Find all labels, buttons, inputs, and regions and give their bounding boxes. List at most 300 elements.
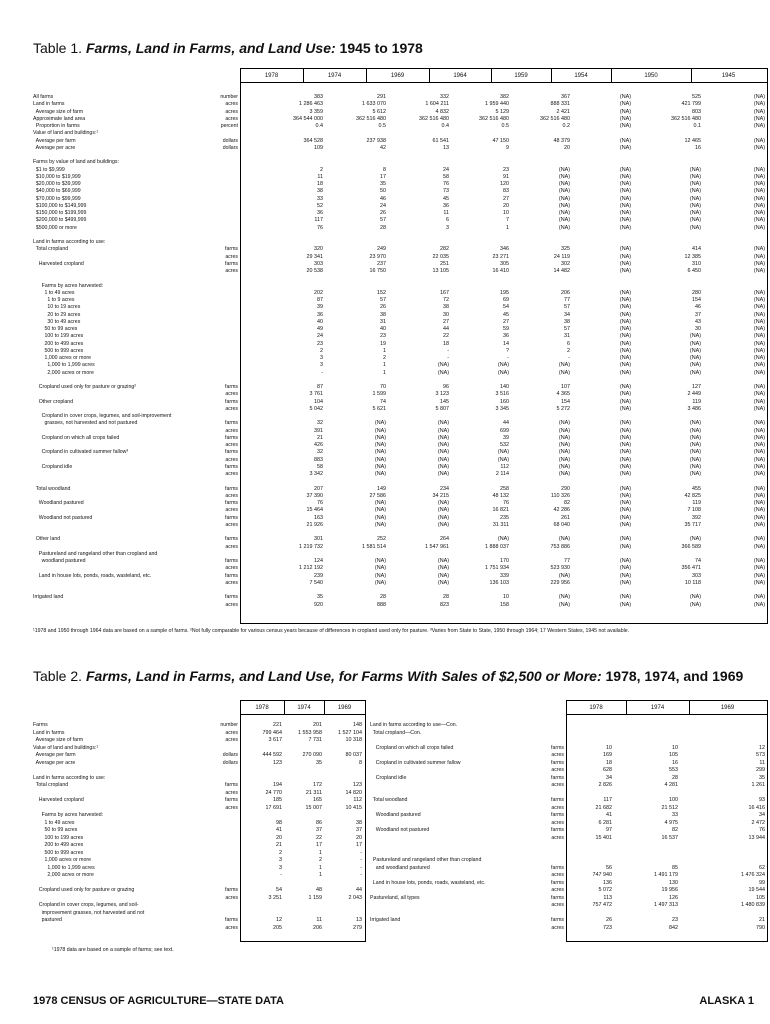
table1-cell: 70 — [380, 384, 386, 390]
table1-cell: 2 — [320, 166, 323, 173]
table1-row-label: 50 to 99 acres — [33, 326, 78, 332]
table1-cell: 36 — [503, 333, 509, 340]
table1-cell: (NA) — [558, 572, 570, 579]
table1-cell: (NA) — [753, 369, 765, 376]
table1-cell: (NA) — [437, 442, 449, 448]
table1-cell: (NA) — [374, 572, 386, 579]
table1-cell: (NA) — [689, 181, 701, 187]
table2-right-cell: 16 416 — [748, 804, 765, 811]
table1-cell: 11 — [317, 173, 323, 180]
table1-cell: 23 — [503, 166, 509, 173]
table1-cell: 124 — [314, 558, 323, 564]
table1-cell: 6 — [446, 217, 449, 224]
table2-left-cell: 3 — [279, 864, 282, 871]
table1-cell: (NA) — [558, 224, 570, 231]
table2-right-cell: 747 940 — [592, 872, 612, 878]
table1-cell: 45 — [503, 311, 509, 318]
table1-cell: 50 — [380, 188, 386, 195]
table1-col-divider — [691, 68, 692, 82]
table1-row-label: Cropland used only for pasture or grazing² — [33, 384, 136, 390]
table1-row-label: Total woodland — [33, 485, 71, 492]
table2-right-row-label: Woodland pastured — [370, 812, 421, 818]
table1-cell: (NA) — [753, 449, 765, 456]
table1-cell: 28 — [380, 594, 386, 601]
table1-cell: 362 516 480 — [419, 115, 449, 122]
table1-cell: 8 — [383, 166, 386, 173]
table2-left-cell: 123 — [273, 759, 282, 766]
table1-cell: - — [321, 369, 323, 376]
table2-right-cell: 34 — [759, 812, 765, 818]
table1-cell: 19 — [380, 340, 386, 347]
table1-cell: 48 379 — [553, 137, 570, 144]
table1-row-label: $70,000 to $99,999 — [33, 195, 81, 202]
table1-cell: 52 — [317, 202, 323, 209]
table1-cell: (NA) — [619, 253, 631, 260]
table2-left-cell: 799 464 — [262, 729, 282, 736]
table1-cell: (NA) — [689, 210, 701, 216]
table1-row-label: 1,000 to 1,999 acres — [33, 362, 95, 369]
table1-row-label: Other cropland — [33, 398, 74, 405]
table2-right-cell: 28 — [672, 774, 678, 781]
table2-left-row-label: Farms by acres harvested: — [33, 812, 104, 818]
table2-left-cell: 165 — [313, 797, 322, 803]
table2-right-cell: 23 — [672, 917, 678, 923]
table2-right-cell: 15 401 — [595, 834, 612, 841]
table1-row-unit: farms — [225, 594, 238, 601]
table1-cell: - — [447, 347, 449, 354]
table2-right-cell: 130 — [669, 879, 678, 886]
table1-cell: (NA) — [619, 420, 631, 427]
table1-cell: (NA) — [753, 217, 765, 224]
table2-right-row-label: Irrigated land — [370, 917, 401, 923]
table1-row-label: $20,000 to $39,999 — [33, 181, 81, 187]
table2-right-cell: 76 — [759, 827, 765, 833]
table2-right-row-unit: farms — [551, 864, 564, 871]
table1-cell: 339 — [500, 572, 509, 579]
table1-cell: 10 — [503, 210, 509, 216]
table1-cell: (NA) — [437, 579, 449, 586]
table2-right-cell: 169 — [603, 752, 612, 758]
table2-right-row-label: Woodland not pastured — [370, 827, 430, 833]
table1-cell: 7 — [506, 217, 509, 224]
table1-cell: (NA) — [689, 188, 701, 195]
table2-right-cell: 4 281 — [664, 782, 678, 788]
table2-left-header-rule — [240, 714, 365, 715]
table1-cell: 31 — [564, 333, 570, 340]
table1-col-header: 1945 — [721, 73, 736, 79]
table1-cell: (NA) — [497, 456, 509, 463]
table2-right-cell: 4 975 — [664, 819, 678, 826]
table1-cell: 3 342 — [309, 471, 323, 477]
table2-left-row-label: 1,000 acres or more — [33, 857, 91, 863]
table2-right-cell: 553 — [669, 767, 678, 773]
table2-right-header-rule — [566, 714, 767, 715]
table1-cell: (NA) — [437, 572, 449, 579]
table1-cell: 5 612 — [372, 108, 386, 115]
table1-cell: 26 — [380, 304, 386, 311]
table1-cell: 96 — [443, 384, 449, 390]
table1-row-unit: dollars — [222, 137, 238, 144]
table2-left-cell: 54 — [276, 887, 282, 893]
table1-cell: (NA) — [619, 195, 631, 202]
table1-cell: (NA) — [753, 565, 765, 572]
table1-cell: (NA) — [619, 514, 631, 521]
table1-cell: (NA) — [619, 579, 631, 586]
table1-cell: 18 — [317, 181, 323, 187]
table1-cell: (NA) — [619, 456, 631, 463]
table1-cell: 264 — [440, 536, 449, 543]
table1-cell: (NA) — [753, 137, 765, 144]
table1-row-unit: acres — [225, 101, 238, 108]
table2-right-row-unit: farms — [551, 797, 564, 803]
table1-cell: 33 — [317, 195, 323, 202]
table1-cell: 57 — [564, 304, 570, 311]
table1-cell: 5 621 — [372, 405, 386, 412]
table1-cell: 109 — [314, 144, 323, 151]
table2-left-cell: 44 — [356, 887, 362, 893]
table2-right-cell: 113 — [603, 894, 612, 901]
table1-cell: (NA) — [753, 579, 765, 586]
table1-cell: (NA) — [437, 507, 449, 514]
table1-cell: 23 — [317, 340, 323, 347]
table1-cell: (NA) — [753, 362, 765, 369]
table1-cell: 532 — [500, 442, 509, 448]
table2-left-cell: 3 617 — [268, 737, 282, 743]
table1-cell: (NA) — [619, 311, 631, 318]
table1-cell: (NA) — [619, 558, 631, 564]
table1-cell: 2 — [567, 347, 570, 354]
table1-cell: (NA) — [689, 420, 701, 427]
table2-col-divider — [284, 700, 285, 714]
table1-cell: 0.4 — [441, 123, 449, 129]
table1-cell: 57 — [380, 217, 386, 224]
table1-cell: (NA) — [689, 173, 701, 180]
table1-cell: (NA) — [437, 565, 449, 572]
table2-left-cell: 86 — [316, 819, 322, 826]
table1-cell: 74 — [380, 398, 386, 405]
table1-cell: 3 761 — [309, 391, 323, 398]
table1-row-label: Average per acre — [33, 144, 76, 151]
table1-cell: 362 516 480 — [356, 115, 386, 122]
table2-right-row-label: Total cropland—Con. — [370, 729, 422, 736]
table1-cell: (NA) — [497, 449, 509, 456]
table2-left-cell: 14 820 — [345, 789, 362, 796]
table1-cell: 34 215 — [432, 492, 449, 499]
table2-right-cell: 41 — [606, 812, 612, 818]
table1-cell: (NA) — [619, 246, 631, 253]
table1-cell: 27 — [443, 318, 449, 325]
table1-cell: 14 — [503, 340, 509, 347]
table2-title — [33, 668, 743, 684]
table2-right-cell: 33 — [672, 812, 678, 818]
table1-row-label: Farms by value of land and buildings: — [33, 159, 119, 166]
table2-left-row-label: 1 to 49 acres — [33, 819, 75, 826]
table2-right-row-unit: acres — [551, 924, 564, 931]
table1-cell: (NA) — [374, 565, 386, 572]
table2-right-cell: 2 472 — [751, 819, 765, 826]
table2-left-cell: 10 318 — [345, 737, 362, 743]
table1-row-label: Total cropland — [33, 246, 69, 253]
table2-right-cell: 26 — [606, 917, 612, 923]
table1-cell: (NA) — [619, 297, 631, 303]
table2-right-row-label: Land in house lots, ponds, roads, wasteland, etc. — [370, 879, 486, 886]
table1-cell: 74 — [695, 558, 701, 564]
table1-cell: 119 — [692, 500, 701, 506]
table2-heading: Farms, Land in Farms, and Land Use, for Farms With Sales of $2,500 or More: — [85, 668, 602, 684]
table1-cell: 20 — [503, 202, 509, 209]
table1-row-label: $150,000 to $199,999 — [33, 210, 87, 216]
table1-row-label: 30 to 49 acres — [33, 318, 81, 325]
table1-cell: (NA) — [753, 115, 765, 122]
table1-cell: - — [447, 355, 449, 361]
table2-left-row-unit: farms — [225, 887, 238, 893]
table1-cell: 195 — [500, 289, 509, 296]
table1-cell: (NA) — [753, 144, 765, 151]
table2-left-cell: 22 — [316, 834, 322, 841]
table1-cell: 107 — [561, 384, 570, 390]
table1-col-header: 1969 — [390, 73, 405, 79]
table1-cell: (NA) — [753, 456, 765, 463]
table1-cell: 23 970 — [369, 253, 386, 260]
table2-right-row-unit: farms — [551, 917, 564, 923]
table1-cell: 36 — [443, 202, 449, 209]
table2-left-row-label: Farms — [33, 722, 48, 728]
table1-cell: (NA) — [619, 333, 631, 340]
table1-cell: 362 516 480 — [540, 115, 570, 122]
table1-cell: 28 — [380, 224, 386, 231]
table1-cell: (NA) — [437, 362, 449, 369]
table1-cell: (NA) — [753, 601, 765, 608]
table2-left-cell: 2 — [279, 849, 282, 856]
table2-right-row-unit: acres — [551, 887, 564, 893]
table1-row-label: 1 to 9 acres — [33, 297, 75, 303]
table2-right-cell: 105 — [756, 894, 765, 901]
table1-cell: 362 516 480 — [671, 115, 701, 122]
table2-left-cell: 20 — [356, 834, 362, 841]
table1-cell: 366 589 — [681, 543, 701, 550]
table1-row-label: 1 to 49 acres — [33, 289, 75, 296]
table1-cell: (NA) — [753, 492, 765, 499]
table1-cell: 119 — [692, 398, 701, 405]
table1-cell: (NA) — [619, 202, 631, 209]
table2-left-row-unit: farms — [225, 797, 238, 803]
table1-cell: 149 — [377, 485, 386, 492]
table1-row-label: Approximate land area — [33, 115, 86, 122]
table1-cell: 31 — [380, 318, 386, 325]
table2-left-cell: 112 — [353, 797, 362, 803]
table1-cell: 76 — [443, 181, 449, 187]
table1-cell: (NA) — [689, 355, 701, 361]
table1-cell: (NA) — [753, 101, 765, 108]
table2-years: 1978, 1974, and 1969 — [605, 668, 744, 684]
table2-right-row-label: and woodland pastured — [370, 864, 430, 871]
table1-cell: (NA) — [374, 500, 386, 506]
table2-right-row-unit: acres — [551, 834, 564, 841]
table2-right-cell: 6 281 — [598, 819, 612, 826]
table1-cell: 251 — [440, 260, 449, 267]
table2-right-cell: 723 — [603, 924, 612, 931]
table2-right-cell: 11 — [759, 759, 765, 766]
table1-cell: 364 528 — [303, 137, 323, 144]
table1-row-label: Proportion in farms — [33, 123, 80, 129]
table1-cell: (NA) — [689, 434, 701, 441]
table1-cell: (NA) — [753, 326, 765, 332]
table1-row-label: $1 to $9,999 — [33, 166, 65, 173]
table2-right-cell: 85 — [672, 864, 678, 871]
table1-row-label: Land in house lots, ponds, roads, wasteland, etc. — [33, 572, 152, 579]
table1-cell: 36 — [317, 210, 323, 216]
table2-right-cell: 12 — [759, 744, 765, 751]
table1-cell: (NA) — [753, 485, 765, 492]
table2-left-cell: 1 — [319, 872, 322, 878]
table1-col-divider — [366, 68, 367, 82]
table1-cell: (NA) — [619, 362, 631, 369]
table2-left-cell: 11 — [316, 917, 322, 923]
table2-left-cell: 201 — [313, 722, 322, 728]
table1-row-label: $100,000 to $149,999 — [33, 202, 87, 209]
table2-col-divider — [689, 700, 690, 714]
table1-cell: (NA) — [753, 572, 765, 579]
table1-row-label: $200,000 to $499,999 — [33, 217, 87, 224]
table1-cell: 4 832 — [435, 108, 449, 115]
table1-cell: 45 — [443, 195, 449, 202]
table1-cell: (NA) — [753, 253, 765, 260]
table1-cell: 42 286 — [553, 507, 570, 514]
table1-cell: 76 — [317, 500, 323, 506]
table2-left-cell: 24 770 — [265, 789, 282, 796]
table1-cell: (NA) — [753, 188, 765, 195]
table1-cell: 23 — [380, 333, 386, 340]
table1-cell: (NA) — [558, 594, 570, 601]
table1-cell: (NA) — [619, 500, 631, 506]
table2-right-cell: 13 944 — [748, 834, 765, 841]
table1-cell: 282 — [440, 246, 449, 253]
table2-left-cell: 20 — [276, 834, 282, 841]
table1-cell: 117 — [314, 217, 323, 224]
table1-cell: 414 — [692, 246, 701, 253]
table1-title — [33, 40, 423, 56]
table1-cell: (NA) — [619, 434, 631, 441]
table1-cell: 127 — [692, 384, 701, 390]
table2-left-cell: 35 — [316, 759, 322, 766]
table1-cell: 1 — [506, 224, 509, 231]
table1-cell: (NA) — [374, 514, 386, 521]
table2-right-row-unit: acres — [551, 782, 564, 788]
table1-cell: (NA) — [374, 558, 386, 564]
table2-left-cell: - — [360, 864, 362, 871]
table1-cell: 10 — [503, 594, 509, 601]
table1-col-header: 1974 — [327, 73, 342, 79]
table1-cell: 47 150 — [492, 137, 509, 144]
table1-cell: (NA) — [619, 565, 631, 572]
table1-cell: (NA) — [619, 101, 631, 108]
table2-right-col-header: 1978 — [589, 705, 603, 711]
table1-row-unit: acres — [225, 521, 238, 528]
table1-row-label: $10,000 to $19,999 — [33, 173, 81, 180]
table1-cell: (NA) — [619, 224, 631, 231]
table1-cell: (NA) — [619, 536, 631, 543]
table1-cell: 291 — [377, 94, 386, 100]
table1-cell: 110 326 — [550, 492, 570, 499]
table1-row-label: Woodland pastured — [33, 500, 84, 506]
table1-footnote: ¹1978 and 1950 through 1964 data are based on a sample of farms. ²Not fully comparable for various census years because of differences in cropland used only for pasture. ³Varies from State to State, 1950 through 1964; 17 Western States, 1945 not available. — [33, 628, 630, 634]
table1-cell: 73 — [443, 188, 449, 195]
table1-cell: 290 — [561, 485, 570, 492]
table1-cell: 362 516 480 — [479, 115, 509, 122]
table1-cell: 36 — [317, 311, 323, 318]
table1-row-unit: farms — [225, 384, 238, 390]
table1-cell: (NA) — [619, 442, 631, 448]
table2-left-cell: 1 — [319, 864, 322, 871]
table1-cell: 753 886 — [550, 543, 570, 550]
table2-left-cell: 3 — [279, 857, 282, 863]
table1-row-unit: farms — [225, 558, 238, 564]
table1-cell: 367 — [561, 94, 570, 100]
table2-right-cell: 628 — [603, 767, 612, 773]
table1-col-divider — [611, 68, 612, 82]
table2-left-row-label: Land in farms — [33, 729, 65, 736]
table1-cell: 883 — [314, 456, 323, 463]
table1-col-header: 1959 — [514, 73, 528, 79]
table1-cell: 699 — [500, 427, 509, 434]
table1-row-label: 1,000 acres or more — [33, 355, 91, 361]
table1-cell: 57 — [380, 297, 386, 303]
table1-cell: (NA) — [689, 166, 701, 173]
table2-right-cell: 34 — [606, 774, 612, 781]
table2-right-cell: 757 472 — [592, 902, 612, 908]
table1-cell: - — [507, 355, 509, 361]
table2-left-row-label: Total cropland — [33, 782, 69, 788]
table1-row-unit: acres — [225, 543, 238, 550]
table1-cell: (NA) — [753, 333, 765, 340]
table1-cell: (NA) — [689, 442, 701, 448]
table1-cell: (NA) — [497, 369, 509, 376]
table1-row-unit: acres — [225, 108, 238, 115]
table2-left-cell: 148 — [353, 722, 362, 728]
table2-left-cell: 17 — [356, 842, 362, 848]
table1-cell: (NA) — [753, 463, 765, 470]
table1-cell: 239 — [314, 572, 323, 579]
table1-cell: (NA) — [689, 536, 701, 543]
table1-cell: (NA) — [374, 442, 386, 448]
table2-left-cell: 1 159 — [308, 894, 322, 901]
table1-row-unit: acres — [225, 268, 238, 274]
table2-right-cell: 842 — [669, 924, 678, 931]
table1-cell: 21 — [317, 434, 323, 441]
table1-cell: 920 — [314, 601, 323, 608]
table1-cell: 332 — [440, 94, 449, 100]
table1-cell: 17 — [380, 173, 386, 180]
table1-cell: (NA) — [374, 434, 386, 441]
table2-left-row-unit: acres — [225, 894, 238, 901]
table1-cell: 0.5 — [501, 123, 509, 129]
table1-cell: 44 — [503, 420, 509, 427]
table1-cell: 252 — [377, 536, 386, 543]
table1-cell: (NA) — [558, 536, 570, 543]
table1-cell: 39 — [317, 304, 323, 311]
table1-row-unit: acres — [225, 115, 238, 122]
table1-row-unit: farms — [225, 514, 238, 521]
table2-right-row-unit: acres — [551, 767, 564, 773]
table1-cell: (NA) — [619, 543, 631, 550]
table1-cell: 37 — [695, 311, 701, 318]
table2-left-row-unit: acres — [225, 737, 238, 743]
table2-right-cell: 2 826 — [598, 782, 612, 788]
table1-row-label: Land in farms — [33, 101, 65, 108]
table1-cell: (NA) — [437, 521, 449, 528]
table1-cell: (NA) — [558, 463, 570, 470]
table2-right-cell: 10 — [672, 744, 678, 751]
